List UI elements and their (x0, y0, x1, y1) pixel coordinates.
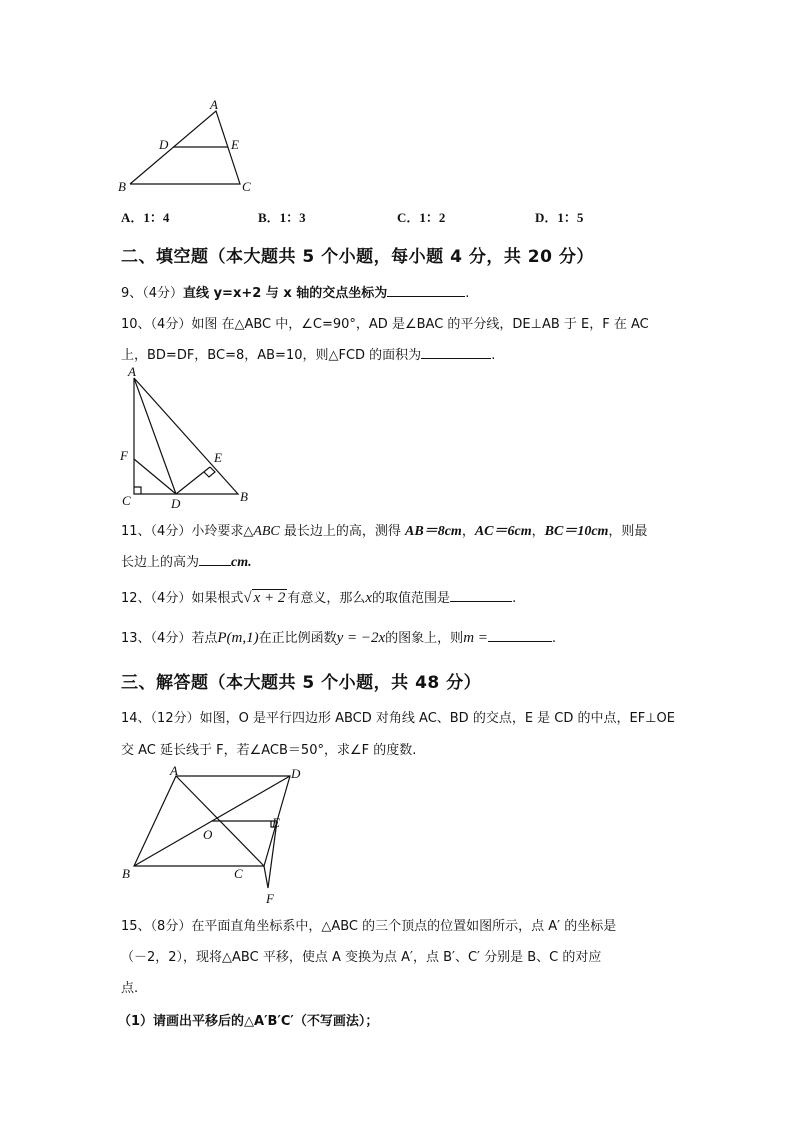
q13-number: 13、（4分） (121, 631, 192, 646)
label-D: D (171, 496, 181, 511)
label-F: F (120, 448, 128, 463)
triangle-figure-q10 (110, 364, 260, 512)
q11-answer-blank[interactable] (199, 553, 231, 566)
section-heading-solve: 三、解答题（本大题共 5 个小题，共 48 分） (121, 673, 482, 693)
label-A: A (210, 97, 218, 112)
question-13 (121, 627, 556, 647)
question-10-line1 (121, 313, 649, 332)
label-F: F (266, 891, 274, 906)
q12-p1: 如果根式 (191, 591, 244, 606)
q11-unit: cm. (231, 555, 252, 570)
q13-p1: 若点 (191, 631, 218, 646)
q12-number: 12、（4分） (121, 591, 192, 606)
q11-abc: ABC (253, 524, 280, 539)
option-d: D．1：5 (535, 210, 584, 225)
q13-p2: 在正比例函数 (258, 631, 337, 646)
q15-line2: （－2，2），现将△ABC 平移，使点 A 变换为点 A′，点 B′、C′ 分别是 B、C 的对应 (121, 950, 602, 965)
q15-line3: 点. (121, 981, 139, 996)
q10-answer-blank[interactable] (421, 346, 491, 359)
section-heading-fill-in: 二、填空题（本大题共 5 个小题，每小题 4 分，共 20 分） (121, 247, 594, 267)
q14-number: 14、（12分） (121, 711, 200, 726)
q11-ab: AB＝8cm (405, 524, 462, 539)
q13-end: . (551, 631, 557, 646)
q12-radical: √ x + 2 (243, 590, 286, 606)
q12-answer-blank[interactable] (450, 589, 512, 602)
q10-number: 10、（4分） (121, 317, 192, 332)
q11-number: 11、（4分） (121, 524, 192, 539)
q10-end: . (491, 348, 496, 363)
q12-p3: 的取值范围是 (372, 591, 451, 606)
question-11-line2 (121, 551, 252, 571)
q13-point: P(m,1) (217, 630, 259, 646)
question-9 (121, 282, 469, 301)
q13-func: y = −2x (336, 630, 386, 646)
q13-answer-blank[interactable] (488, 629, 552, 642)
option-c: C．1：2 (397, 210, 446, 225)
label-E: E (214, 450, 222, 465)
question-14-line2 (121, 739, 416, 758)
label-O: O (203, 827, 213, 842)
question-14-line1 (121, 707, 675, 726)
q12-end: . (512, 591, 517, 606)
option-a: A．1：4 (121, 210, 170, 225)
label-D: D (159, 137, 169, 152)
q13-p3: 的图象上，则 (385, 631, 464, 646)
q11-bc: BC＝10cm (544, 524, 609, 539)
label-B: B (240, 489, 248, 504)
question-15-line2 (121, 946, 601, 965)
label-A: A (128, 364, 136, 379)
q10-line1: 如图 在△ABC 中，∠C=90°，AD 是∠BAC 的平分线，DE⊥AB 于 E，F 在 AC (191, 317, 649, 332)
q13-m: m = (463, 630, 488, 646)
label-A: A (170, 763, 178, 778)
triangle-figure-q8 (110, 95, 270, 200)
q14-line1: 如图，O 是平行四边形 ABCD 对角线 AC、BD 的交点，E 是 CD 的中点，EF⊥OE (199, 711, 675, 726)
q11-p2: 最长边上的高，测得 (279, 524, 406, 539)
option-b: B．1：3 (258, 210, 306, 225)
q11-p1: 小玲要求△ (191, 524, 254, 539)
q11-p3: ，则最 (608, 524, 648, 539)
parallelogram-figure-q14 (110, 760, 320, 910)
q10-line2: 上，BD=DF，BC=8，AB=10，则△FCD 的面积为 (121, 348, 422, 363)
label-B: B (118, 179, 126, 194)
q9-answer-blank[interactable] (387, 284, 465, 297)
q15-number: 15、（8分） (121, 919, 192, 934)
q11-ac: AC＝6cm (474, 524, 532, 539)
label-E: E (272, 815, 280, 830)
q12-p2: 有意义，那么 (287, 591, 366, 606)
question-10-line2 (121, 344, 495, 363)
q9-end: . (465, 286, 470, 301)
q12-radicand: x + 2 (253, 590, 286, 606)
q14-line2: 交 AC 延长线于 F，若∠ACB＝50°，求∠F 的度数. (121, 743, 417, 758)
label-B: B (122, 866, 130, 881)
label-C: C (234, 866, 243, 881)
q11-line2: 长边上的高为 (121, 555, 200, 570)
q9-number: 9、（4分） (121, 286, 184, 301)
label-C: C (242, 179, 251, 194)
q12-var: x (365, 590, 373, 606)
question-15-sub1 (118, 1010, 378, 1029)
question-12 (121, 587, 516, 607)
label-D: D (291, 766, 301, 781)
q15-sub1: （1）请画出平移后的△A′B′C′（不写画法）； (118, 1014, 379, 1029)
question-15-line1 (121, 915, 616, 934)
q9-text: 直线 y=x+2 与 x 轴的交点坐标为 (183, 286, 388, 301)
question-15-line3 (121, 977, 138, 996)
label-E: E (231, 137, 239, 152)
label-C: C (122, 493, 131, 508)
q15-line1: 在平面直角坐标系中，△ABC 的三个顶点的位置如图所示，点 A′ 的坐标是 (191, 919, 617, 934)
question-11-line1: 11、（4分）小玲要求△ABC 最长边上的高，测得 AB＝8cm，AC＝6cm，BC＝10cm，则最 (121, 524, 648, 539)
